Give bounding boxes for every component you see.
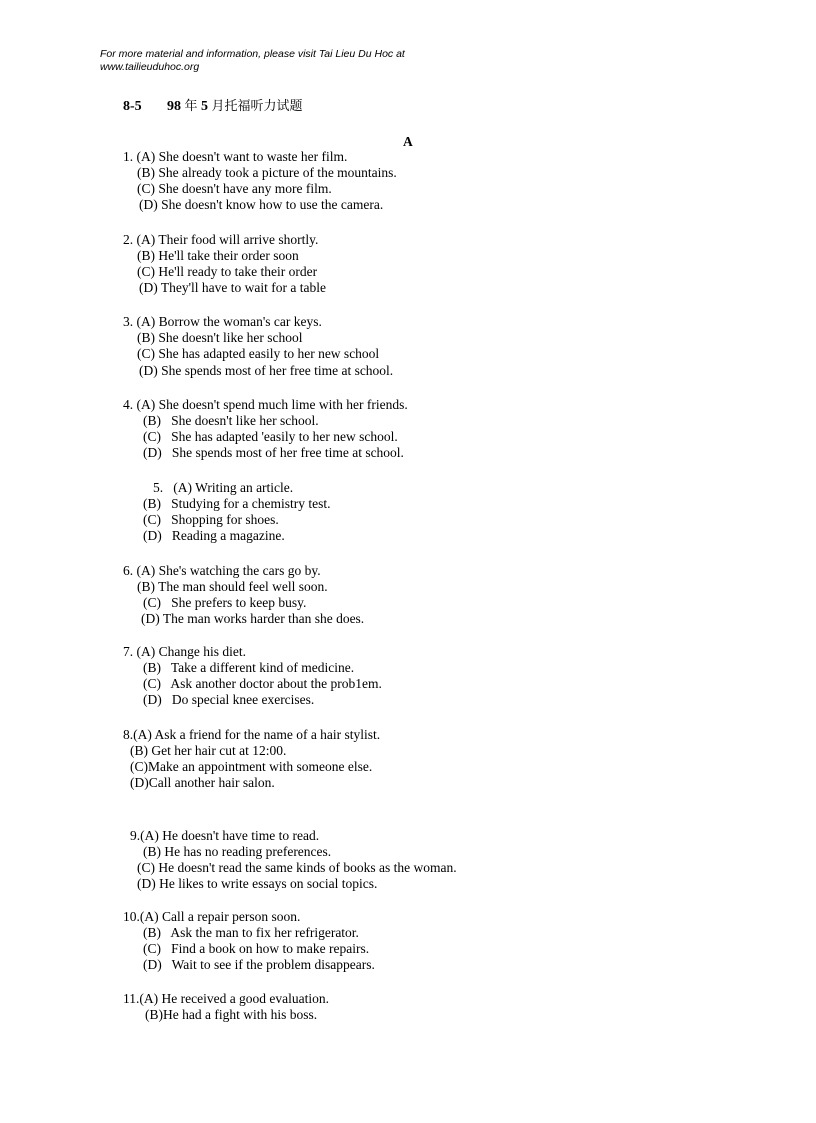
site-note: [100, 48, 405, 74]
question-2-line-1: 2. (A) Their food will arrive shortly.: [123, 232, 319, 247]
title-year: 98: [167, 99, 181, 114]
question-7-line-4: (D) Do special knee exercises.: [143, 692, 315, 707]
question-7-line-2: (B) Take a different kind of medicine.: [143, 660, 355, 675]
question-8-line-2: (B) Get her hair cut at 12:00.: [130, 743, 287, 758]
question-10-line-3: (C) Find a book on how to make repairs.: [143, 941, 370, 956]
title-code: 8-5: [123, 99, 142, 114]
question-11-line-1: 11.(A) He received a good evaluation.: [123, 991, 330, 1006]
question-3-line-2: (B) She doesn't like her school: [137, 330, 303, 345]
question-3-line-3: (C) She has adapted easily to her new school: [137, 346, 380, 361]
question-8-line-3: (C)Make an appointment with someone else.: [130, 759, 373, 774]
question-1-line-1: 1. (A) She doesn't want to waste her film.: [123, 149, 348, 164]
question-8-line-1: 8.(A) Ask a friend for the name of a hair stylist.: [123, 727, 381, 742]
question-9-line-4: (D) He likes to write essays on social topics.: [137, 876, 378, 891]
title-year-char: 年: [184, 99, 198, 114]
question-5-line-4: (D) Reading a magazine.: [143, 528, 285, 543]
site-note-url: www.tailieuduhoc.org: [100, 61, 200, 73]
question-10-line-2: (B) Ask the man to fix her refrigerator.: [143, 925, 359, 940]
question-11-line-2: (B)He had a fight with his boss.: [145, 1007, 318, 1022]
title-rest: 月托福听力试题: [211, 99, 303, 114]
question-4-line-2: (B) She doesn't like her school.: [143, 413, 319, 428]
question-7-line-3: (C) Ask another doctor about the prob1em.: [143, 676, 382, 691]
question-2-line-2: (B) He'll take their order soon: [137, 248, 299, 263]
question-3-line-4: (D) She spends most of her free time at school.: [139, 363, 394, 378]
question-6-line-3: (C) She prefers to keep busy.: [143, 595, 307, 610]
question-4-line-1: 4. (A) She doesn't spend much lime with her friends.: [123, 397, 408, 412]
question-4-line-4: (D) She spends most of her free time at school.: [143, 445, 404, 460]
question-5-line-1: 5. (A) Writing an article.: [153, 480, 294, 495]
question-9-line-2: (B) He has no reading preferences.: [143, 844, 332, 859]
question-1-line-2: (B) She already took a picture of the mountains.: [137, 165, 397, 180]
question-3-line-1: 3. (A) Borrow the woman's car keys.: [123, 314, 322, 329]
question-2-line-3: (C) He'll ready to take their order: [137, 264, 318, 279]
question-8-line-4: (D)Call another hair salon.: [130, 775, 275, 790]
question-9-line-1: 9.(A) He doesn't have time to read.: [130, 828, 320, 843]
question-2-line-4: (D) They'll have to wait for a table: [139, 280, 326, 295]
question-10-line-4: (D) Wait to see if the problem disappears.: [143, 957, 375, 972]
question-6-line-1: 6. (A) She's watching the cars go by.: [123, 563, 321, 578]
question-1-line-3: (C) She doesn't have any more film.: [137, 181, 332, 196]
question-5-line-3: (C) Shopping for shoes.: [143, 512, 279, 527]
question-7-line-1: 7. (A) Change his diet.: [123, 644, 246, 659]
question-10-line-1: 10.(A) Call a repair person soon.: [123, 909, 301, 924]
question-5-line-2: (B) Studying for a chemistry test.: [143, 496, 331, 511]
title-month: 5: [201, 99, 209, 114]
page-title: [123, 95, 303, 115]
question-6-line-4: (D) The man works harder than she does.: [141, 611, 365, 626]
question-4-line-3: (C) She has adapted 'easily to her new school.: [143, 429, 398, 444]
section-label: A: [403, 134, 413, 149]
site-note-line-1: For more material and information, please visit Tai Lieu Du Hoc at: [100, 48, 405, 60]
question-1-line-4: (D) She doesn't know how to use the camera.: [139, 197, 384, 212]
question-6-line-2: (B) The man should feel well soon.: [137, 579, 328, 594]
question-9-line-3: (C) He doesn't read the same kinds of books as the woman.: [137, 860, 457, 875]
